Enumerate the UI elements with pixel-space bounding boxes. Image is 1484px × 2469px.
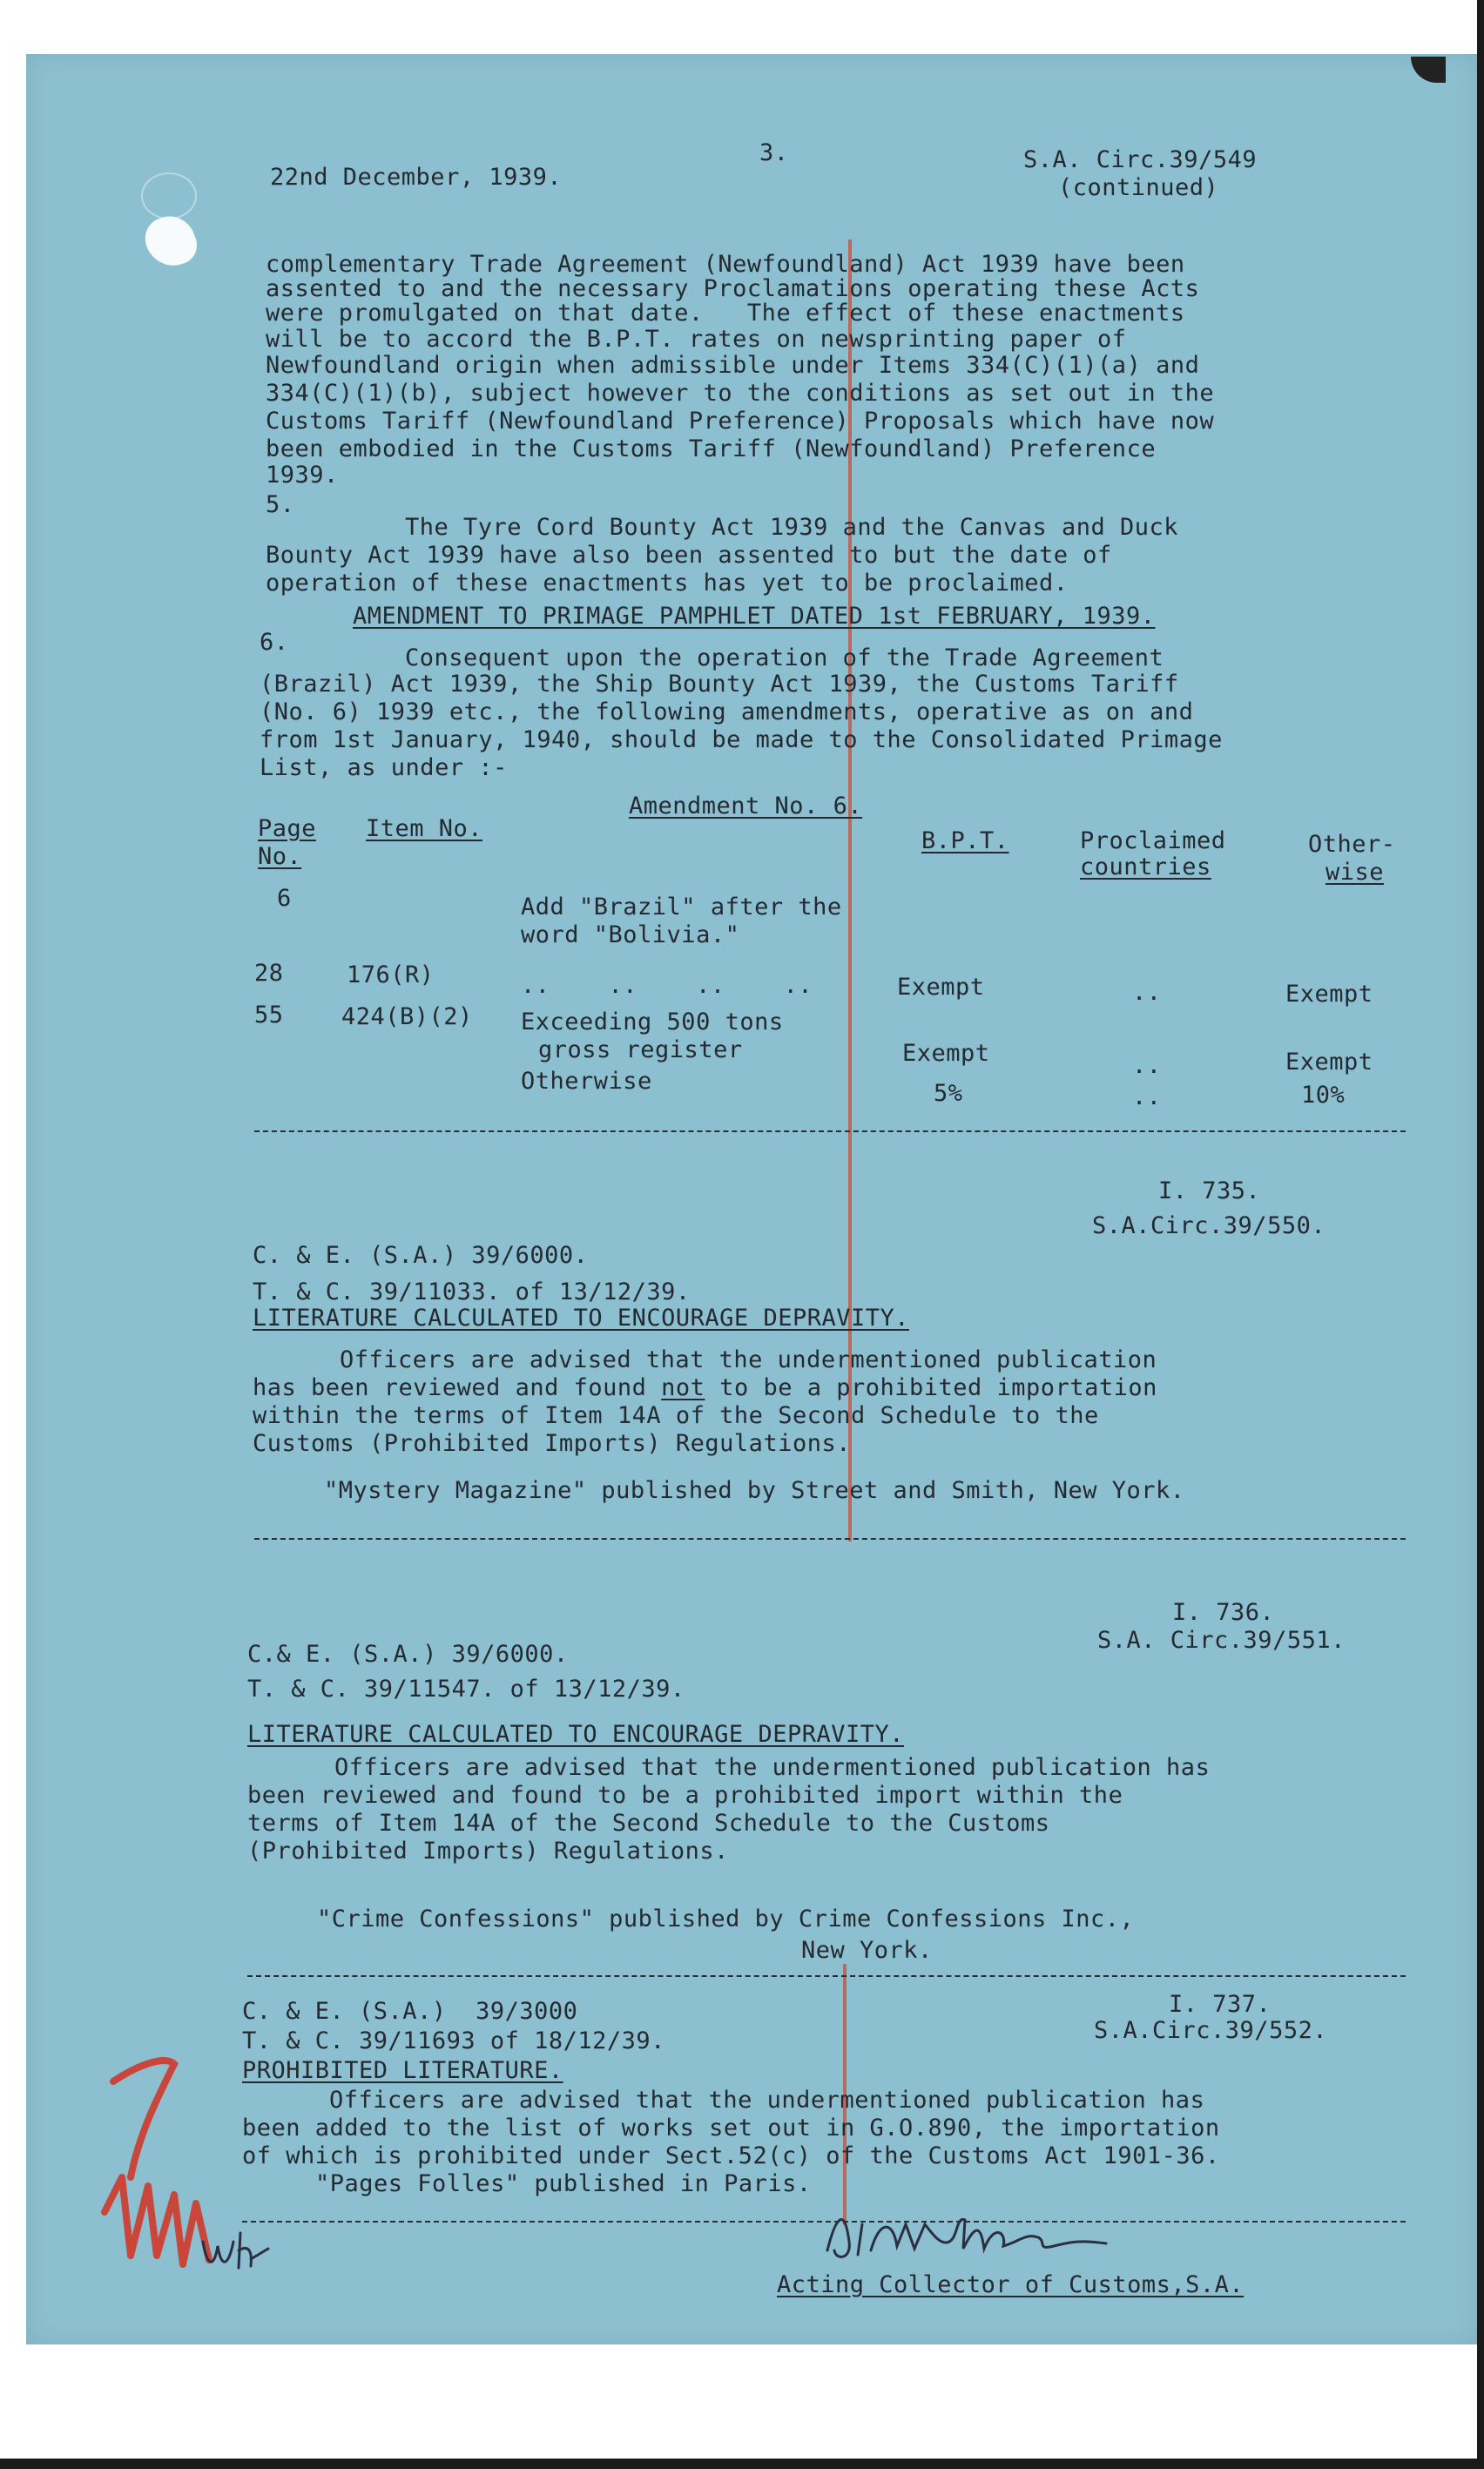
body-line: were promulgated on that date. The effect of these enactments bbox=[266, 300, 1185, 327]
notice-reference: T. & C. 39/11693 of 18/12/39. bbox=[242, 2027, 665, 2054]
body-line: within the terms of Item 14A of the Second Schedule to the bbox=[253, 1402, 1099, 1429]
body-line: Officers are advised that the undermentioned publication has bbox=[329, 2087, 1205, 2114]
column-header-item: Item No. bbox=[366, 815, 483, 842]
row-proclaimed: .. bbox=[1132, 1083, 1162, 1110]
body-line: Bounty Act 1939 have also been assented to but the date of bbox=[266, 542, 1112, 569]
row-description: Exceeding 500 tons bbox=[521, 1009, 784, 1035]
row-otherwise: Exempt bbox=[1285, 1049, 1373, 1076]
document-date: 22nd December, 1939. bbox=[270, 164, 563, 191]
row-page: 55 bbox=[254, 1002, 284, 1029]
section-divider bbox=[247, 1975, 1406, 1977]
body-line: The Tyre Cord Bounty Act 1939 and the Canvas and Duck bbox=[405, 514, 1179, 541]
notice-reference: C. & E. (S.A.) 39/6000. bbox=[253, 1242, 589, 1269]
publication-title: New York. bbox=[801, 1937, 933, 1964]
row-item: 424(B)(2) bbox=[341, 1003, 473, 1030]
body-line: been embodied in the Customs Tariff (Newfoundland) Preference bbox=[266, 435, 1157, 462]
body-line: complementary Trade Agreement (Newfoundland) Act 1939 have been bbox=[266, 251, 1185, 278]
row-item: 176(R) bbox=[347, 961, 435, 988]
paper-stain bbox=[141, 172, 197, 219]
amendment-title: Amendment No. 6. bbox=[629, 793, 863, 820]
notice-heading: LITERATURE CALCULATED TO ENCOURAGE DEPRAVITY. bbox=[247, 1721, 904, 1748]
page-number: 3. bbox=[759, 139, 789, 166]
row-description: .. .. .. .. bbox=[521, 972, 813, 999]
body-line: been added to the list of works set out in G.O.890, the importation bbox=[242, 2115, 1220, 2142]
body-line: operation of these enactments has yet to be proclaimed. bbox=[266, 570, 1069, 597]
body-line: Consequent upon the operation of the Trade Agreement bbox=[405, 644, 1164, 671]
amendment-heading: AMENDMENT TO PRIMAGE PAMPHLET DATED 1st FEBRUARY, 1939. bbox=[353, 603, 1156, 630]
notice-circular: S.A.Circ.39/550. bbox=[1092, 1212, 1326, 1239]
notice-reference: T. & C. 39/11033. of 13/12/39. bbox=[253, 1278, 691, 1305]
body-line: (No. 6) 1939 etc., the following amendments, operative as on and bbox=[260, 698, 1194, 725]
row-bpt: 5% bbox=[934, 1080, 963, 1107]
notice-heading: PROHIBITED LITERATURE. bbox=[242, 2057, 563, 2084]
notice-number: I. 735. bbox=[1158, 1177, 1261, 1204]
signature-title: Acting Collector of Customs,S.A. bbox=[777, 2271, 1245, 2298]
body-line: been reviewed and found to be a prohibited import within the bbox=[247, 1782, 1123, 1809]
scan-edge bbox=[1477, 0, 1484, 2469]
column-header-bpt: B.P.T. bbox=[921, 827, 1009, 854]
section-divider bbox=[254, 1538, 1406, 1540]
row-description: Otherwise bbox=[521, 1068, 652, 1095]
body-line: terms of Item 14A of the Second Schedule to the Customs bbox=[247, 1810, 1050, 1837]
body-line: assented to and the necessary Proclamations operating these Acts bbox=[266, 275, 1200, 302]
paragraph-number: 5. bbox=[266, 491, 295, 518]
body-line: Newfoundland origin when admissible under Items 334(C)(1)(a) and bbox=[266, 352, 1200, 379]
notice-number: I. 736. bbox=[1172, 1599, 1275, 1626]
row-bpt: Exempt bbox=[897, 974, 985, 1001]
body-line: (Prohibited Imports) Regulations. bbox=[247, 1838, 729, 1865]
notice-circular: S.A. Circ.39/551. bbox=[1097, 1627, 1346, 1654]
notice-reference: C.& E. (S.A.) 39/6000. bbox=[247, 1641, 569, 1668]
notice-circular: S.A.Circ.39/552. bbox=[1094, 2017, 1328, 2044]
row-otherwise: 10% bbox=[1301, 1082, 1346, 1109]
body-line: (Brazil) Act 1939, the Ship Bounty Act 1939, the Customs Tariff bbox=[260, 671, 1179, 698]
body-line: Customs (Prohibited Imports) Regulations. bbox=[253, 1430, 851, 1457]
body-line: will be to accord the B.P.T. rates on newsprinting paper of bbox=[266, 326, 1127, 353]
body-line: 334(C)(1)(b), subject however to the conditions as set out in the bbox=[266, 380, 1215, 407]
row-proclaimed: .. bbox=[1132, 979, 1162, 1006]
notice-reference: T. & C. 39/11547. of 13/12/39. bbox=[247, 1676, 685, 1703]
handwritten-initials bbox=[199, 2224, 277, 2277]
column-header-page: Page bbox=[258, 815, 317, 842]
handwritten-signature bbox=[810, 2198, 1193, 2268]
paragraph-number: 6. bbox=[260, 629, 289, 656]
notice-reference: C. & E. (S.A.) 39/3000 bbox=[242, 1998, 578, 2025]
publication-title: "Crime Confessions" published by Crime Confessions Inc., bbox=[317, 1906, 1135, 1933]
body-line: List, as under :- bbox=[260, 754, 508, 781]
row-bpt: Exempt bbox=[902, 1040, 990, 1067]
row-page: 28 bbox=[254, 960, 284, 987]
body-line: of which is prohibited under Sect.52(c) of the Customs Act 1901-36. bbox=[242, 2142, 1220, 2169]
body-line: Customs Tariff (Newfoundland Preference) Proposals which have now bbox=[266, 408, 1215, 435]
row-proclaimed: .. bbox=[1132, 1052, 1162, 1079]
column-header-proclaimed: Proclaimed bbox=[1080, 827, 1226, 854]
publication-title: "Mystery Magazine" published by Street and Smith, New York. bbox=[324, 1477, 1185, 1504]
column-header-wise: wise bbox=[1325, 859, 1385, 886]
body-line: Officers are advised that the undermentioned publication has bbox=[334, 1754, 1211, 1781]
body-line: from 1st January, 1940, should be made to the Consolidated Primage bbox=[260, 726, 1223, 753]
notice-heading: LITERATURE CALCULATED TO ENCOURAGE DEPRAVITY. bbox=[253, 1305, 909, 1332]
row-otherwise: Exempt bbox=[1285, 981, 1373, 1008]
notice-number: I. 737. bbox=[1169, 1991, 1272, 2018]
scan-edge-bottom bbox=[0, 2459, 1484, 2469]
publication-title: "Pages Folles" published in Paris. bbox=[315, 2170, 812, 2197]
column-header-countries: countries bbox=[1080, 853, 1211, 880]
row-description: word "Bolivia." bbox=[521, 921, 740, 948]
body-line: has been reviewed and found not to be a prohibited importation bbox=[253, 1374, 1157, 1401]
column-header-no: No. bbox=[258, 843, 302, 870]
continued-label: (continued) bbox=[1058, 174, 1219, 201]
row-description: Add "Brazil" after the bbox=[521, 894, 842, 921]
row-description: gross register bbox=[538, 1036, 743, 1063]
section-divider bbox=[254, 1130, 1406, 1132]
row-page: 6 bbox=[277, 885, 292, 912]
circular-reference: S.A. Circ.39/549 bbox=[1023, 146, 1258, 173]
body-line: 1939. bbox=[266, 462, 339, 489]
column-header-other: Other- bbox=[1308, 831, 1396, 858]
body-line: Officers are advised that the undermentioned publication bbox=[340, 1346, 1157, 1373]
